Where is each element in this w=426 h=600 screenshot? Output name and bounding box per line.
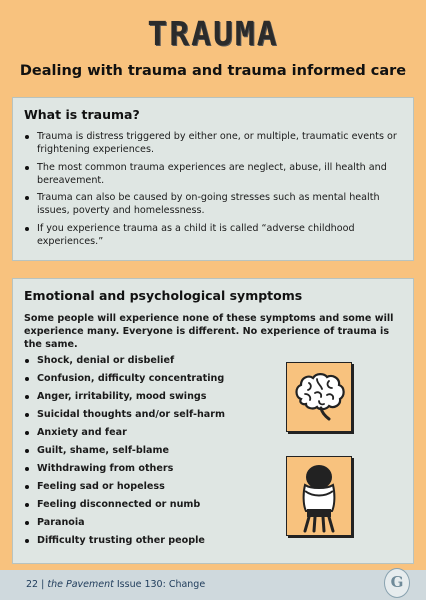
list-item: If you experience trauma as a child it is called “adverse childhood experiences.”: [23, 222, 405, 248]
publication-name: the Pavement: [47, 579, 114, 590]
list-item: Feeling disconnected or numb: [23, 498, 283, 516]
symptoms-panel: [12, 278, 414, 564]
page-number: 22: [26, 579, 39, 590]
what-is-trauma-panel: [12, 97, 414, 261]
symptoms-list: [23, 354, 283, 552]
publication-logo-icon: G: [384, 568, 410, 598]
list-item: Trauma can also be caused by on-going stresses such as mental health issues, poverty and homelessness.: [23, 191, 405, 217]
list-item: Trauma is distress triggered by either one, or multiple, traumatic events or frightening experiences.: [23, 130, 405, 156]
what-is-trauma-heading: What is trauma?: [24, 107, 140, 122]
list-item: Guilt, shame, self-blame: [23, 444, 283, 462]
symptoms-intro: Some people will experience none of these symptoms and some will experience many. Everyone is different. No experience of trauma is the same.: [24, 313, 394, 351]
person-hugging-knees-icon: [286, 456, 352, 536]
list-item: Difficulty trusting other people: [23, 534, 283, 552]
what-is-trauma-list: [23, 130, 405, 252]
page-title: TRAUMA: [147, 14, 279, 53]
list-item: Withdrawing from others: [23, 462, 283, 480]
list-item: Feeling sad or hopeless: [23, 480, 283, 498]
list-item: Suicidal thoughts and/or self-harm: [23, 408, 283, 426]
page-footer: [0, 570, 426, 600]
footer-text: [26, 579, 205, 590]
brain-icon: [286, 362, 352, 432]
list-item: Shock, denial or disbelief: [23, 354, 283, 372]
footer-separator: |: [41, 579, 45, 590]
list-item: Anger, irritability, mood swings: [23, 390, 283, 408]
list-item: Confusion, difficulty concentrating: [23, 372, 283, 390]
list-item: The most common trauma experiences are neglect, abuse, ill health and bereavement.: [23, 161, 405, 187]
issue-label: Issue 130: Change: [116, 579, 206, 590]
list-item: Paranoia: [23, 516, 283, 534]
page-subtitle: Dealing with trauma and trauma informed care: [19, 63, 407, 79]
list-item: Anxiety and fear: [23, 426, 283, 444]
symptoms-heading: Emotional and psychological symptoms: [24, 288, 303, 303]
